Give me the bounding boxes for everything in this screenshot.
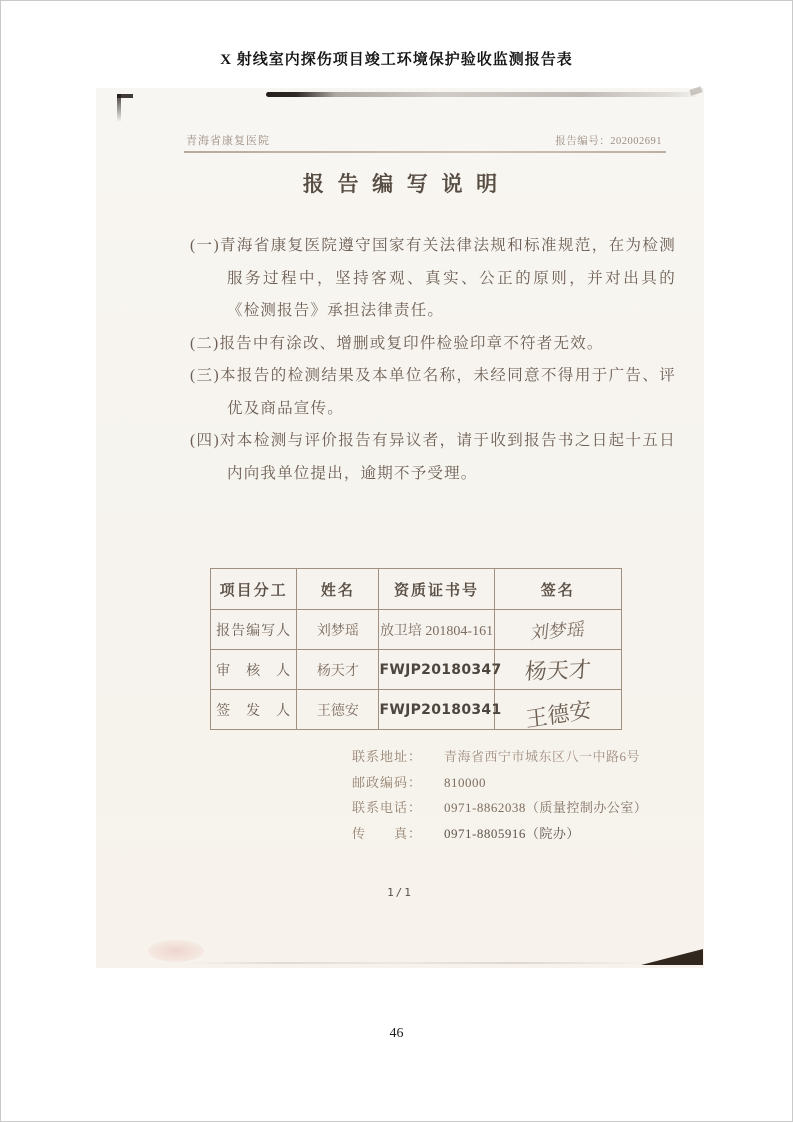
cert-cell: FWJP20180341 — [379, 690, 494, 730]
contact-label: 传 真： — [352, 825, 423, 841]
role-cell: 签 发 人 — [211, 690, 297, 730]
role-cell: 审 核 人 — [211, 650, 297, 690]
scan-bottom-edge — [186, 962, 656, 964]
scanned-report-sheet — [96, 88, 704, 968]
handwritten-signature: 刘梦瑶 — [529, 618, 586, 644]
header-role: 项目分工 — [211, 569, 297, 610]
signature-cell — [494, 690, 621, 734]
report-number — [555, 133, 662, 148]
name-cell: 杨天才 — [297, 650, 379, 690]
role-cell: 报告编写人 — [211, 610, 297, 650]
contact-address-row — [352, 744, 647, 770]
scan-corner-mark — [117, 94, 121, 122]
cert-cell: FWJP20180347 — [379, 650, 494, 690]
clause-text: 青海省康复医院遵守国家有关法律法规和标准规范，在为检测服务过程中，坚持客观、真实、公正的原则，并对出具的《检测报告》承担法律责任。 — [219, 237, 676, 319]
header-signature: 签名 — [494, 569, 621, 610]
cert-cell: 放卫培 201804-161 — [379, 610, 494, 650]
clause-item — [190, 360, 676, 425]
letterhead-rule — [184, 151, 666, 153]
sheet-page-indicator: 1/1 — [387, 886, 413, 899]
contact-value: 0971-8805916（院办） — [444, 825, 580, 841]
contact-label: 联系地址： — [352, 749, 423, 764]
clause-marker: (四) — [190, 432, 220, 449]
page-number: 46 — [389, 1026, 404, 1041]
contact-label: 联系电话： — [352, 800, 423, 815]
contact-value: 810000 — [444, 774, 486, 790]
report-number-value: 202002691 — [610, 136, 662, 147]
contact-value: 青海省西宁市城东区八一中路6号 — [444, 749, 641, 764]
handwritten-signature: 王德安 — [524, 697, 592, 734]
contact-postal-row — [352, 770, 647, 796]
table-row — [211, 690, 622, 730]
header-name: 姓名 — [297, 569, 379, 610]
signature-cell — [494, 650, 621, 690]
name-cell: 刘梦瑶 — [297, 610, 379, 650]
table-row — [211, 650, 622, 690]
contact-value: 0971-8862038（质量控制办公室） — [444, 800, 648, 815]
clause-marker: (三) — [190, 367, 220, 384]
contact-fax-row — [352, 821, 647, 847]
clause-marker: (一) — [190, 237, 220, 254]
clause-item — [190, 328, 676, 361]
scan-edge-shadow — [266, 92, 702, 97]
contact-block — [352, 744, 647, 846]
table-header-row — [211, 569, 622, 610]
name-cell: 王德安 — [297, 690, 379, 730]
scan-smudge — [148, 940, 204, 962]
header-cert: 资质证书号 — [379, 569, 494, 610]
clause-item — [190, 230, 676, 328]
org-name: 青海省康复医院 — [186, 135, 270, 147]
clause-text: 对本检测与评价报告有异议者，请于收到报告书之日起十五日内向我单位提出，逾期不予受理。 — [219, 432, 676, 482]
doc-header-title: X 射线室内探伤项目竣工环境保护验收监测报告表 — [220, 52, 573, 68]
signature-table — [210, 568, 622, 734]
table-row — [211, 610, 622, 650]
report-number-label: 报告编号： — [555, 136, 611, 147]
report-notes-title: 报告编写说明 — [302, 172, 511, 196]
clause-text: 本报告的检测结果及本单位名称，未经同意不得用于广告、评优及商品宣传。 — [219, 367, 676, 417]
clause-marker: (二) — [190, 334, 220, 352]
clause-item — [190, 425, 676, 490]
signature-cell — [494, 610, 621, 650]
contact-phone-row — [352, 795, 647, 821]
clause-text: 报告中有涂改、增删或复印件检验印章不符者无效。 — [219, 334, 604, 352]
report-notes-clauses — [190, 230, 676, 490]
handwritten-signature: 杨天才 — [523, 657, 592, 686]
contact-label: 邮政编码： — [352, 774, 423, 790]
